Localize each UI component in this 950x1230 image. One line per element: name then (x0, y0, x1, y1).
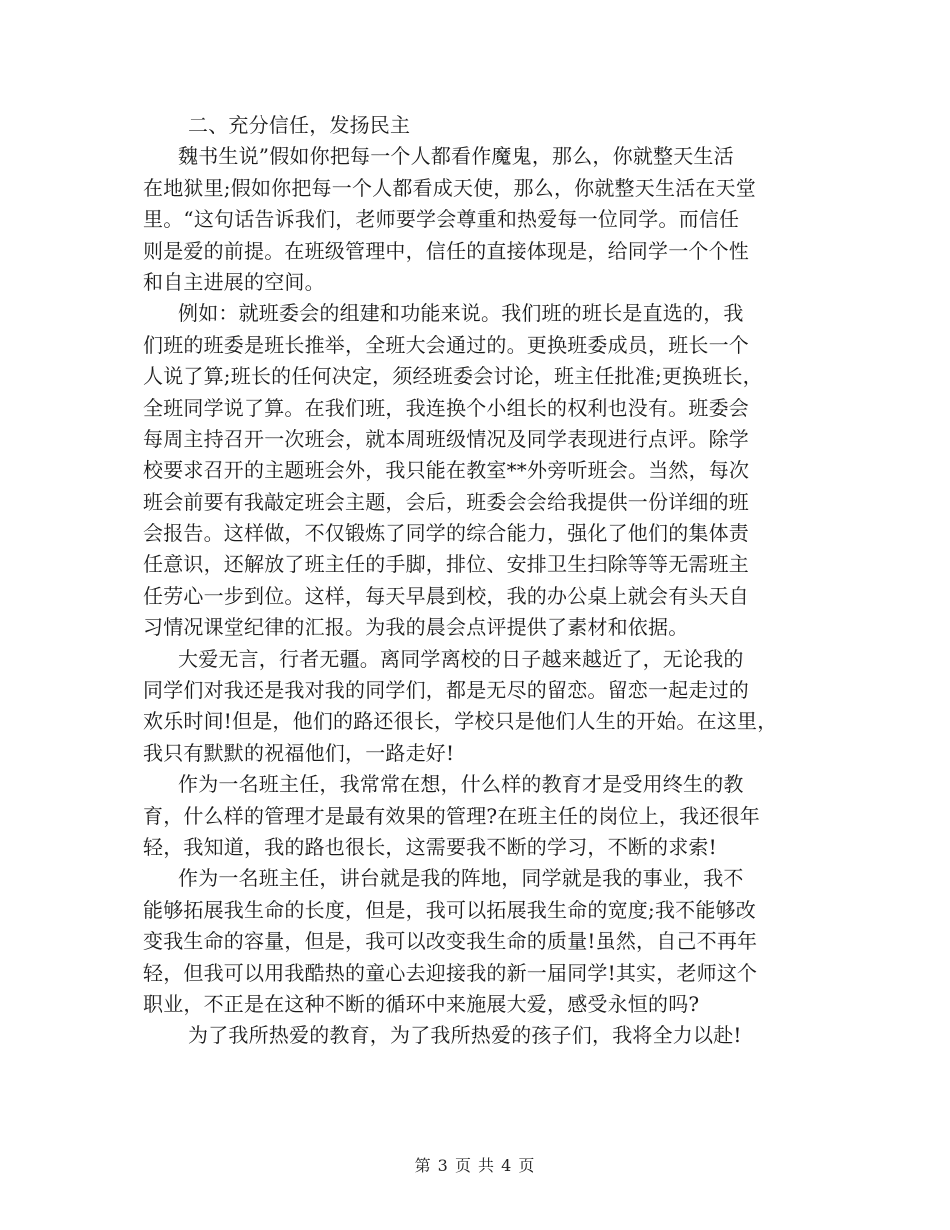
paragraph-line: 里。“这句话告诉我们，老师要学会尊重和热爱每一位同学。而信任 (143, 207, 740, 232)
paragraph-2 (143, 298, 803, 643)
paragraph-line: 例如：就班委会的组建和功能来说。我们班的班长是直选的，我 (178, 301, 744, 326)
paragraph-6 (143, 1020, 803, 1051)
paragraph-line: 大爱无言，行者无疆。离同学离校的日子越来越近了，无论我的 (178, 646, 744, 671)
paragraph-line: 们班的班委是班长推举，全班大会通过的。更换班委成员，班长一个 (143, 332, 749, 357)
paragraph-line: 轻，我知道，我的路也很长，这需要我不断的学习，不断的求索! (143, 834, 717, 859)
paragraph-line: 班会前要有我敲定班会主题，会后，班委会会给我提供一份详细的班 (143, 489, 749, 514)
paragraph-3 (143, 644, 803, 770)
paragraph-line: 变我生命的容量，但是，我可以改变我生命的质量!虽然，自己不再年 (143, 929, 758, 954)
paragraph-line: 我只有默默的祝福他们，一路走好! (143, 740, 455, 765)
paragraph-line: 作为一名班主任，讲台就是我的阵地，同学就是我的事业，我不 (178, 866, 744, 891)
paragraph-line: 在地狱里;假如你把每一个人都看成天使，那么，你就整天生活在天堂 (143, 175, 756, 200)
paragraph-line: 职业，不正是在这种不断的循环中来施展大爱，感受永恒的吗? (143, 991, 700, 1016)
paragraph-line: 为了我所热爱的教育，为了我所热爱的孩子们，我将全力以赴! (188, 1023, 742, 1048)
paragraph-line: 轻，但我可以用我酷热的童心去迎接我的新一届同学!其实，老师这个 (143, 960, 758, 985)
paragraph-line: 每周主持召开一次班会，就本周班级情况及同学表现进行点评。除学 (143, 426, 749, 451)
paragraph-line: 任意识，还解放了班主任的手脚，排位、安排卫生扫除等等无需班主 (143, 552, 749, 577)
paragraph-line: 习情况课堂纪律的汇报。为我的晨会点评提供了素材和依据。 (143, 615, 689, 640)
paragraph-1 (143, 141, 803, 298)
paragraph-line: 人说了算;班长的任何决定，须经班委会讨论，班主任批准;更换班长， (143, 364, 763, 389)
paragraph-line: 魏书生说”假如你把每一个人都看作魔鬼，那么，你就整天生活 (178, 144, 734, 169)
paragraph-line: 育，什么样的管理才是最有效果的管理?在班主任的岗位上，我还很年 (143, 803, 760, 828)
paragraph-line: 能够拓展我生命的长度，但是，我可以拓展我生命的宽度;我不能够改 (143, 897, 756, 922)
paragraph-line: 全班同学说了算。在我们班，我连换个小组长的权利也没有。班委会 (143, 395, 749, 420)
paragraph-line: 校要求召开的主题班会外，我只能在教室**外旁听班会。当然，每次 (143, 458, 750, 483)
paragraph-4 (143, 769, 803, 863)
paragraph-5 (143, 863, 803, 1020)
paragraph-line: 作为一名班主任，我常常在想，什么样的教育才是受用终生的教 (178, 772, 744, 797)
paragraph-line: 会报告。这样做，不仅锻炼了同学的综合能力，强化了他们的集体责 (143, 521, 749, 546)
paragraph-line: 则是爱的前提。在班级管理中，信任的直接体现是，给同学一个个性 (143, 238, 749, 263)
page-number-footer: 第 3 页 共 4 页 (414, 1156, 536, 1175)
document-body (143, 110, 803, 1052)
paragraph-line: 任劳心一步到位。这样，每天早晨到校，我的办公桌上就会有头天自 (143, 583, 749, 608)
section-heading: 二、充分信任，发扬民主 (188, 113, 411, 137)
paragraph-line: 和自主进展的空间。 (143, 269, 325, 294)
paragraph-line: 欢乐时间!但是，他们的路还很长，学校只是他们人生的开始。在这里， (143, 709, 778, 734)
paragraph-line: 同学们对我还是我对我的同学们，都是无尽的留恋。留恋一起走过的 (143, 678, 749, 703)
